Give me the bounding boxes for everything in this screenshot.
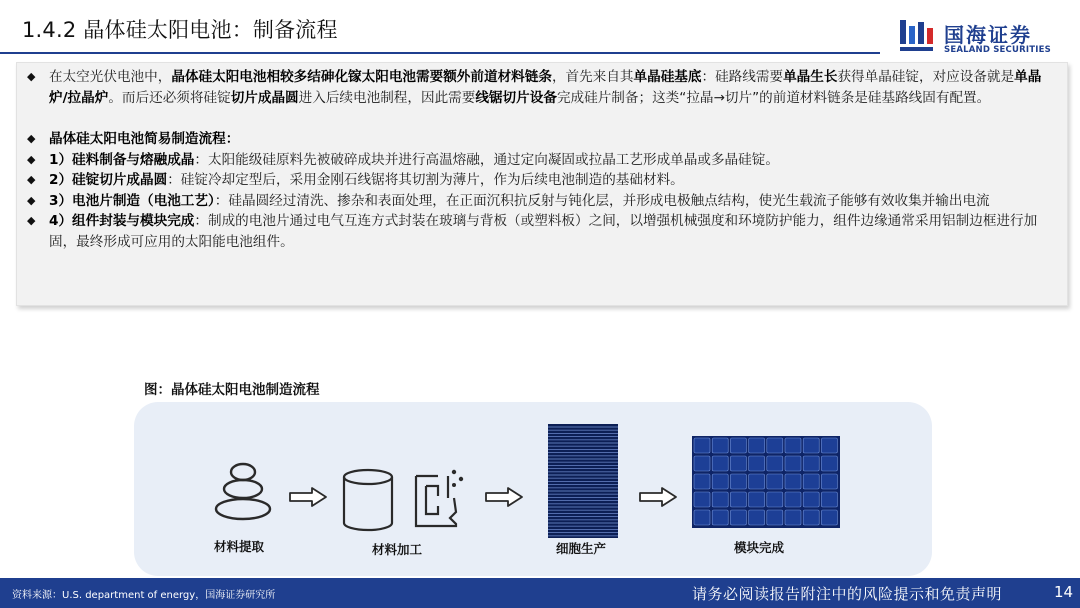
step-text: ：硅晶圆经过清洗、掺杂和表面处理，在正面沉积抗反射与钝化层，并形成电极触点结构，使光生载流子能够有效收集并输出电流 xyxy=(214,192,990,209)
stage-label-extraction: 材料提取 xyxy=(214,539,265,554)
stacked-stones-icon xyxy=(212,462,274,522)
title-underline xyxy=(0,52,880,54)
diamond-bullet-icon: ◆ xyxy=(27,70,36,83)
diamond-bullet-icon: ◆ xyxy=(27,173,36,186)
process-step-1 xyxy=(27,150,1055,171)
diamond-bullet-icon: ◆ xyxy=(27,193,36,207)
ingot-and-wafer-icon xyxy=(342,468,466,534)
logo-english-name: SEALAND SECURITIES xyxy=(944,45,1051,55)
intro-paragraph xyxy=(27,67,1055,108)
diamond-bullet-icon: ◆ xyxy=(27,152,36,166)
logo-chinese-name: 国海证券 xyxy=(944,23,1032,47)
intro-text: ：硅路线需要 xyxy=(701,69,784,85)
step-title: 2）硅锭切片成晶圆 xyxy=(49,172,168,188)
sealand-logo-icon xyxy=(898,18,938,56)
slide-footer xyxy=(0,578,1080,608)
company-logo xyxy=(898,18,1058,58)
solar-cell-icon xyxy=(548,424,618,538)
intro-bold: 晶体硅太阳电池相较多结砷化镓太阳电池需要额外前道材料链条 xyxy=(171,69,552,85)
intro-bold: 切片成晶圆 xyxy=(230,89,299,106)
process-heading: 晶体硅太阳电池简易制造流程： xyxy=(49,131,240,147)
step-text: ：硅锭冷却定型后，采用金刚石线锯将其切割为薄片，作为后续电池制造的基础材料。 xyxy=(167,172,684,188)
diamond-bullet-icon: ◆ xyxy=(27,132,36,145)
intro-text: ，首先来自其 xyxy=(551,69,634,85)
slide-header xyxy=(0,0,1080,58)
source-note: 资料来源：U.S. department of energy，国海证券研究所 xyxy=(12,590,276,601)
right-arrow-icon xyxy=(638,486,678,508)
process-step-2 xyxy=(27,170,1055,191)
content-textbox xyxy=(16,62,1068,306)
stage-label-processing: 材料加工 xyxy=(372,542,423,557)
intro-text: 进入后续电池制程，因此需要 xyxy=(298,89,476,106)
intro-bold: 单晶炉/拉晶炉 xyxy=(49,69,1042,106)
intro-text: 。而后还必须将硅锭 xyxy=(108,89,231,106)
process-step-3 xyxy=(27,191,1055,212)
slide-title: 1.4.2 晶体硅太阳电池：制备流程 xyxy=(22,18,338,42)
intro-text: 在太空光伏电池中， xyxy=(49,69,172,85)
step-text: ：制成的电池片通过电气互连方式封装在玻璃与背板（或塑料板）之间，以增强机械强度和环境防护能力，组件边缘通常采用铝制边框进行加固，最终形成可应用的太阳能电池组件。 xyxy=(49,213,1038,250)
disclaimer-text: 请务必阅读报告附注中的风险提示和免责声明 xyxy=(692,585,1003,603)
page-number: 14 xyxy=(1054,583,1074,601)
right-arrow-icon xyxy=(288,486,328,508)
stage-label-module: 模块完成 xyxy=(734,540,785,555)
figure-caption: 图：晶体硅太阳电池制造流程 xyxy=(144,382,320,398)
step-title: 3）电池片制造（电池工艺） xyxy=(49,192,215,209)
process-heading-row xyxy=(27,129,1055,150)
step-text: ：太阳能级硅原料先被破碎成块并进行高温熔融，通过定向凝固或拉晶工艺形成单晶或多晶硅锭。 xyxy=(194,151,779,168)
intro-text: 获得单晶硅锭，对应设备就是 xyxy=(837,69,1015,85)
process-step-4 xyxy=(27,211,1055,252)
solar-module-icon xyxy=(692,436,840,528)
process-diagram xyxy=(134,402,932,576)
intro-bold: 单晶生长 xyxy=(783,69,838,85)
step-title: 1）硅料制备与熔融成晶 xyxy=(49,151,195,168)
step-title: 4）组件封装与模块完成 xyxy=(49,213,195,229)
intro-bold: 线锯切片设备 xyxy=(475,89,557,106)
stage-label-cell: 细胞生产 xyxy=(556,541,607,556)
diamond-bullet-icon: ◆ xyxy=(27,214,36,227)
right-arrow-icon xyxy=(484,486,524,508)
intro-bold: 单晶硅基底 xyxy=(633,69,702,85)
intro-text: 完成硅片制备；这类“拉晶→切片”的前道材料链条是硅基路线固有配置。 xyxy=(556,89,991,106)
